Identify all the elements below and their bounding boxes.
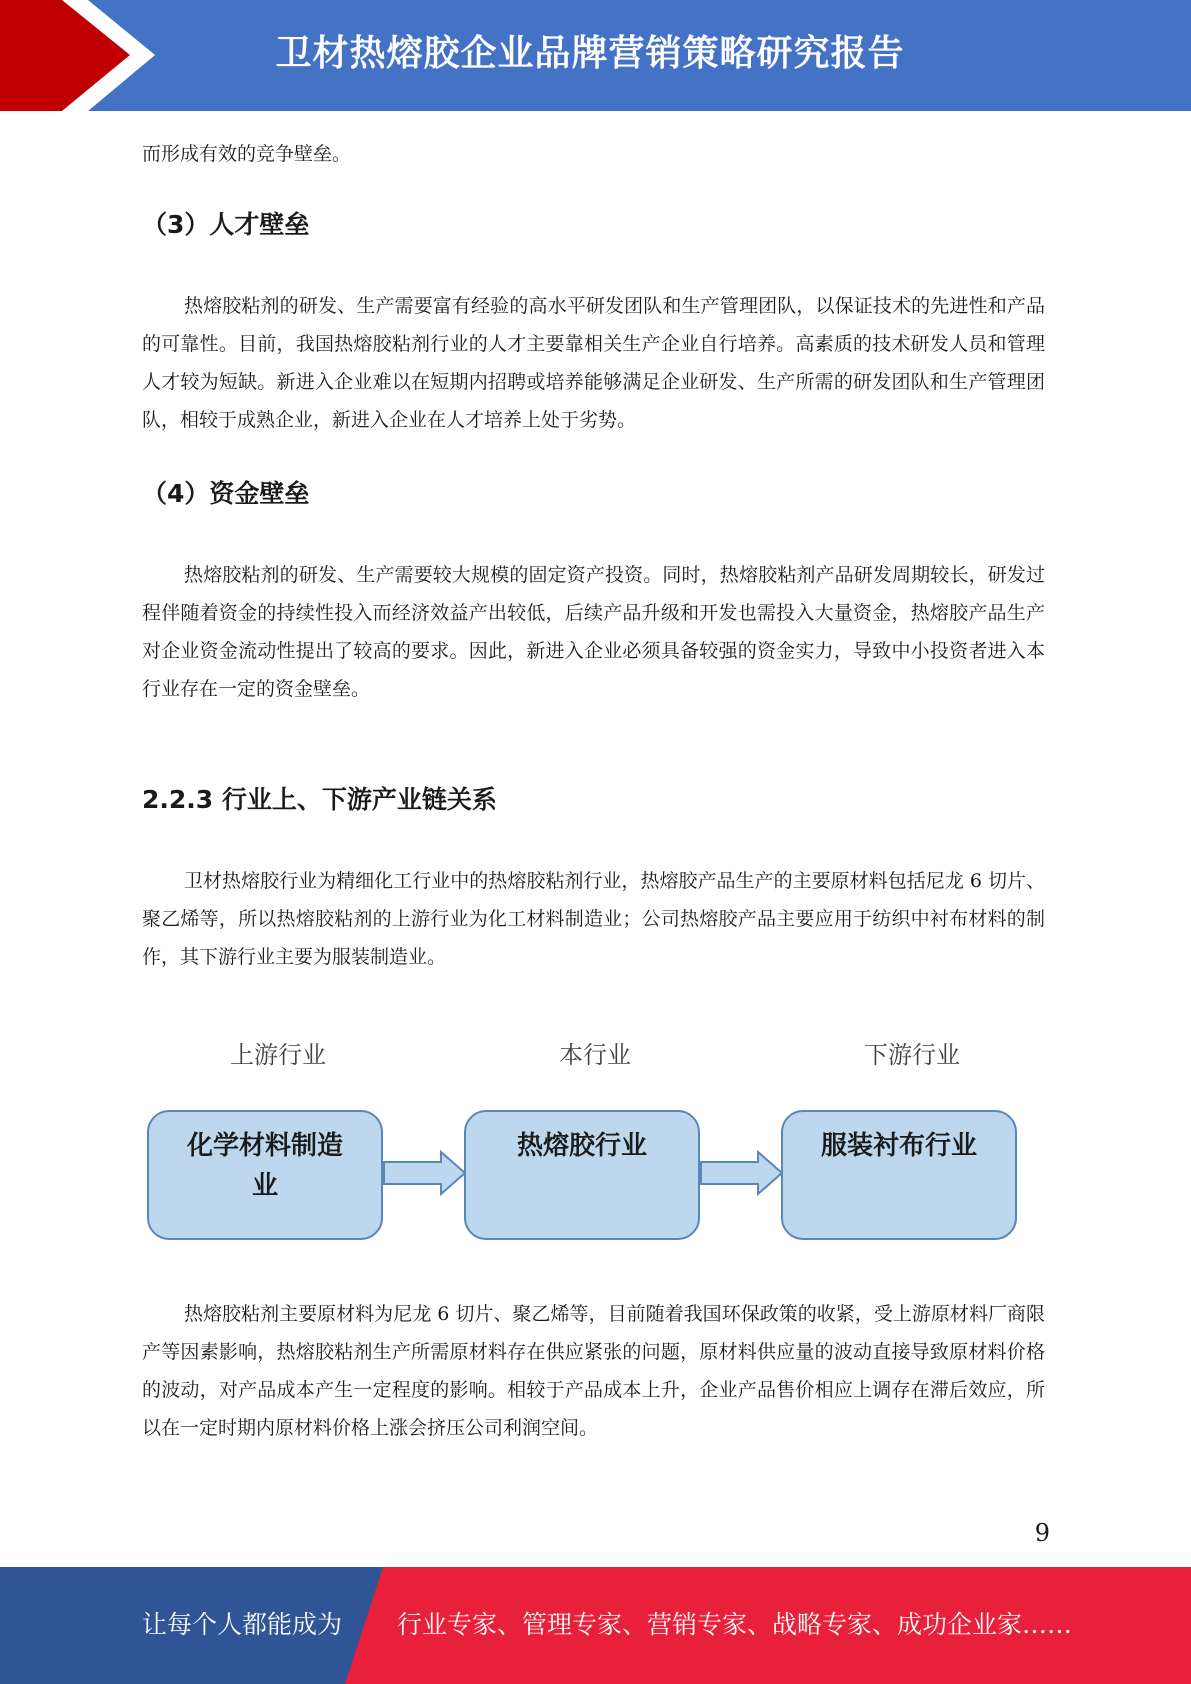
box-upstream-text-line2: 业 <box>251 1171 278 1201</box>
label-current-industry: 本行业 <box>559 1041 631 1069</box>
page-footer <box>0 1567 1191 1684</box>
page-header <box>0 0 1191 111</box>
heading-capital-barrier: （4）资金壁垒 <box>142 479 310 508</box>
paragraph-raw-materials: 热熔胶粘剂主要原材料为尼龙 6 切片、聚乙烯等，目前随着我国环保政策的收紧，受上游原材料厂商限产等因素影响，热熔胶粘剂生产所需原材料存在供应紧张的问题，原材料供应量的波动直接导致原材料价格的波动，对产品成本产生一定程度的影响。相较于产品成本上升，企业产品售价相应上调存在滞后效应，所以在一定时期内原材料价格上涨会挤压公司利润空间。 <box>142 1303 1045 1439</box>
footer-slogan-left: 让每个人都能成为 <box>142 1610 343 1639</box>
heading-talent-barrier: （3）人才壁垒 <box>142 210 310 239</box>
header-chevron-decoration <box>0 0 160 111</box>
arrow-right-icon <box>700 1150 784 1196</box>
paragraph-capital-barrier: 热熔胶粘剂的研发、生产需要较大规模的固定资产投资。同时，热熔胶粘剂产品研发周期较长，研发过程伴随着资金的持续性投入而经济效益产出较低，后续产品升级和开发也需投入大量资金，热熔胶产品生产对企业资金流动性提出了较高的要求。因此，新进入企业必须具备较强的资金实力，导致中小投资者进入本行业存在一定的资金壁垒。 <box>142 564 1045 700</box>
paragraph-continuation: 而形成有效的竞争壁垒。 <box>142 143 352 165</box>
arrow-right-icon <box>383 1150 467 1196</box>
box-current-industry <box>464 1110 700 1240</box>
box-upstream <box>147 1110 383 1240</box>
report-title: 卫材热熔胶企业品牌营销策略研究报告 <box>275 33 905 74</box>
footer-slogan-right: 行业专家、管理专家、营销专家、战略专家、成功企业家…… <box>397 1610 1073 1639</box>
box-upstream-text-line1: 化学材料制造 <box>186 1131 343 1161</box>
heading-industry-chain: 2.2.3 行业上、下游产业链关系 <box>142 785 497 814</box>
paragraph-industry-chain: 卫材热熔胶行业为精细化工行业中的热熔胶粘剂行业，热熔胶产品生产的主要原材料包括尼龙 6 切片、聚乙烯等，所以热熔胶粘剂的上游行业为化工材料制造业；公司热熔胶产品主要应用于纺织中衬布材料的制作，其下游行业主要为服装制造业。 <box>142 870 1045 968</box>
box-downstream-text: 服装衬布行业 <box>820 1131 977 1161</box>
box-current-industry-text: 热熔胶行业 <box>516 1131 647 1161</box>
page-number: 9 <box>1034 1519 1050 1547</box>
label-upstream: 上游行业 <box>230 1041 326 1069</box>
label-downstream: 下游行业 <box>864 1041 960 1069</box>
industry-chain-diagram <box>140 1030 1040 1250</box>
paragraph-talent-barrier: 热熔胶粘剂的研发、生产需要富有经验的高水平研发团队和生产管理团队，以保证技术的先进性和产品的可靠性。目前，我国热熔胶粘剂行业的人才主要靠相关生产企业自行培养。高素质的技术研发人员和管理人才较为短缺。新进入企业难以在短期内招聘或培养能够满足企业研发、生产所需的研发团队和生产管理团队，相较于成熟企业，新进入企业在人才培养上处于劣势。 <box>142 295 1045 431</box>
box-downstream <box>781 1110 1017 1240</box>
